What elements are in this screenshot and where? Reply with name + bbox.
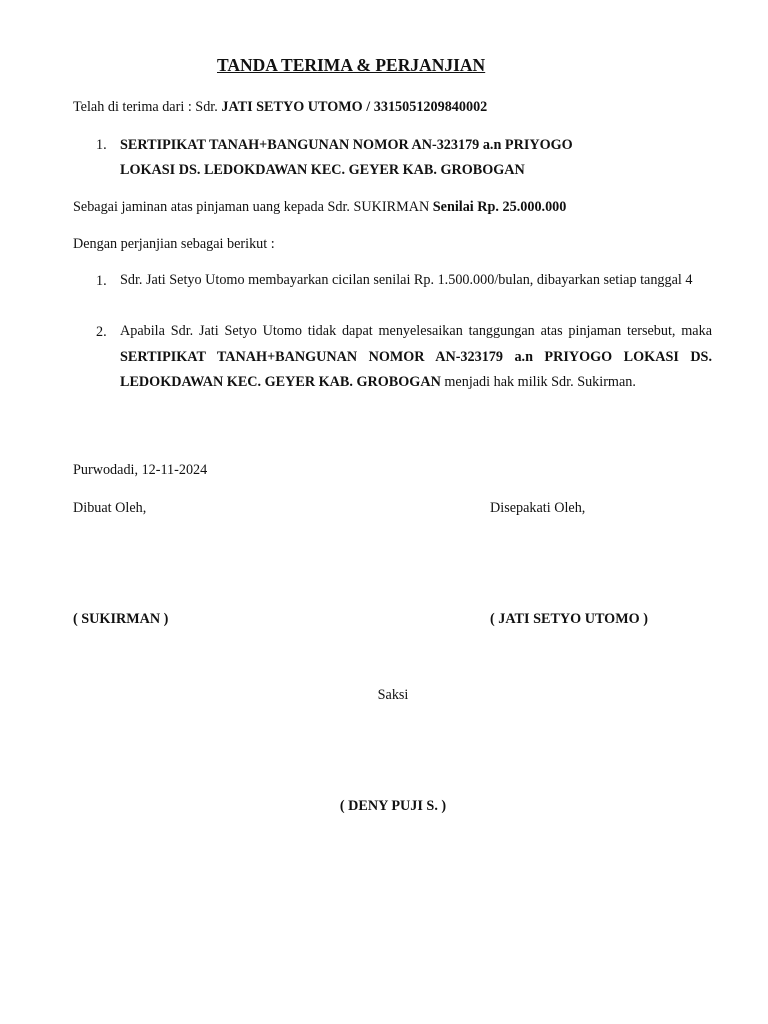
made-by-label: Dibuat Oleh, — [73, 500, 147, 516]
collateral-text: Sebagai jaminan atas pinjaman uang kepada Sdr. SUKIRMAN — [73, 199, 430, 215]
clause-number: 2. — [96, 324, 107, 340]
collateral-amount: Senilai Rp. 25.000.000 — [432, 199, 567, 215]
clause-2-bold-part: SERTIPIKAT TANAH+BANGUNAN NOMOR AN-323179 a.n PRIYOGO LOKASI DS. LEDOKDAWAN KEC. GEYER KAB. GROBOGAN — [120, 348, 712, 390]
clause-2-text — [120, 319, 712, 396]
item-number: 1. — [96, 137, 107, 153]
witness-name: ( DENY PUJI S. ) — [339, 798, 447, 814]
witness-label: Saksi — [377, 687, 409, 703]
clause-1-text: Sdr. Jati Setyo Utomo membayarkan cicilan senilai Rp. 1.500.000/bulan, dibayarkan setiap tanggal 4 — [120, 272, 693, 288]
agreement-intro: Dengan perjanjian sebagai berikut : — [73, 236, 275, 252]
clause-2-part-2: menjadi hak milik Sdr. Sukirman. — [444, 374, 636, 390]
signer-jati-setyo-utomo: ( JATI SETYO UTOMO ) — [490, 611, 648, 627]
agreed-by-label: Disepakati Oleh, — [490, 500, 586, 516]
document-title: TANDA TERIMA & PERJANJIAN — [217, 55, 486, 75]
collateral-line — [73, 198, 566, 216]
place-date: Purwodadi, 12-11-2024 — [73, 462, 208, 478]
clause-2-part-1: Apabila Sdr. Jati Setyo Utomo tidak dapat menyelesaikan tanggungan atas pinjaman tersebut, maka — [120, 323, 712, 339]
received-from-line — [73, 98, 487, 116]
received-from-label: Telah di terima dari : Sdr. — [73, 99, 218, 115]
signer-sukirman: ( SUKIRMAN ) — [73, 611, 169, 627]
received-from-name: JATI SETYO UTOMO / 3315051209840002 — [221, 99, 488, 115]
clause-number: 1. — [96, 273, 107, 289]
item-line-1: SERTIPIKAT TANAH+BANGUNAN NOMOR AN-323179 a.n PRIYOGO — [120, 137, 573, 153]
item-line-2: LOKASI DS. LEDOKDAWAN KEC. GEYER KAB. GROBOGAN — [120, 162, 525, 178]
